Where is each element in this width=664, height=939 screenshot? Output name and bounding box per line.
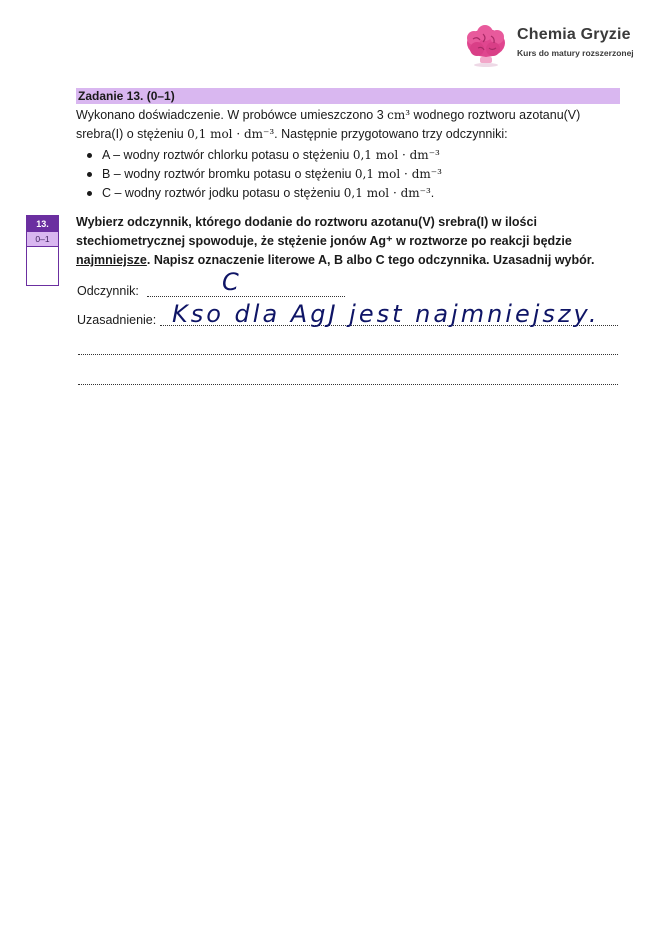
intro-line-1 xyxy=(76,106,626,125)
task-instruction xyxy=(76,213,636,270)
instruction-line-1: Wybierz odczynnik, którego dodanie do roztworu azotanu(V) srebra(I) w ilości xyxy=(76,215,537,229)
instruction-underlined: najmniejsze xyxy=(76,253,147,267)
reagent-text: A – wodny roztwór chlorku potasu o stężeniu xyxy=(102,148,353,162)
reagent-text: B – wodny roztwór bromku potasu o stężeniu xyxy=(102,167,355,181)
reagent-list xyxy=(87,146,627,203)
list-item xyxy=(87,146,627,165)
intro-text-2: wodnego roztworu azotanu(V) xyxy=(410,108,581,122)
intro-line-2 xyxy=(76,125,626,144)
reagent-concentration: 0,1 mol · dm⁻³ xyxy=(354,167,442,181)
justification-answer-line-2[interactable] xyxy=(78,354,618,355)
score-box xyxy=(26,215,59,286)
justification-handwritten-answer: Kso dla AgJ jest najmniejszy. xyxy=(172,300,600,328)
task-number: 13. xyxy=(27,216,58,232)
intro-text-1: Wykonano doświadczenie. W probówce umieszczono 3 xyxy=(76,108,388,122)
reagent-answer-line[interactable] xyxy=(147,296,345,297)
intro-concentration: 0,1 mol · dm⁻³ xyxy=(187,127,275,141)
reagent-concentration: 0,1 mol · dm⁻³ xyxy=(352,148,440,162)
brand-logo xyxy=(463,24,653,68)
points-range: 0–1 xyxy=(27,232,58,247)
reagent-concentration: 0,1 mol · dm⁻³ xyxy=(343,186,431,200)
reagent-end: . xyxy=(430,186,435,200)
intro-text-4: . Następnie przygotowano trzy odczynniki: xyxy=(274,127,508,141)
task-intro xyxy=(76,106,626,144)
list-item xyxy=(87,184,627,203)
list-item xyxy=(87,165,627,184)
intro-unit: cm³ xyxy=(387,108,411,122)
task-header: Zadanie 13. (0–1) xyxy=(76,88,620,104)
reagent-label: Odczynnik: xyxy=(77,284,139,298)
instruction-line-3 xyxy=(76,251,636,270)
instruction-line-2: stechiometrycznej spowoduje, że stężenie jonów Ag⁺ w roztworze po reakcji będzie xyxy=(76,234,572,248)
brain-icon xyxy=(463,24,509,68)
logo-subtitle: Kurs do matury rozszerzonej xyxy=(517,48,634,58)
reagent-handwritten-answer: C xyxy=(222,268,239,296)
reagent-text: C – wodny roztwór jodku potasu o stężeniu xyxy=(102,186,344,200)
justification-label: Uzasadnienie: xyxy=(77,313,157,327)
logo-title: Chemia Gryzie xyxy=(517,26,631,43)
justification-answer-line-3[interactable] xyxy=(78,384,618,385)
intro-text-3: srebra(I) o stężeniu xyxy=(76,127,188,141)
instruction-rest: . Napisz oznaczenie literowe A, B albo C tego odczynnika. Uzasadnij wybór. xyxy=(146,253,595,267)
